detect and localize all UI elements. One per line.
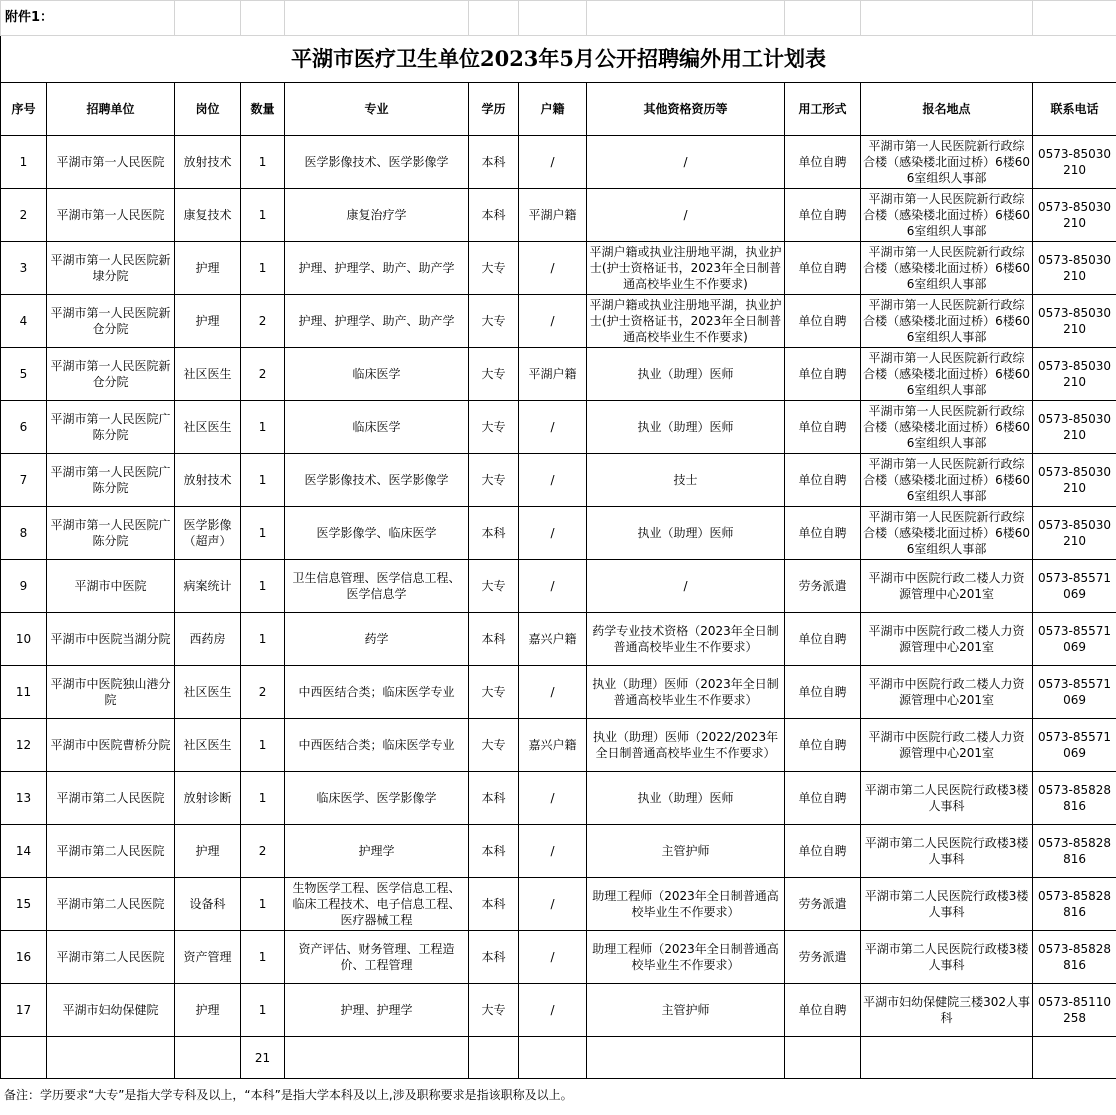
cell-index: 2 [1,189,47,242]
empty-cell [861,1037,1033,1079]
cell-household: / [519,825,587,878]
cell-location: 平湖市第一人民医院新行政综合楼（感染楼北面过桥）6楼606室组织人事部 [861,507,1033,560]
cell-position: 设备科 [175,878,241,931]
cell-index: 14 [1,825,47,878]
cell-household: / [519,242,587,295]
cell-qualification: / [587,136,785,189]
table-row [1,242,1116,295]
cell-phone: 0573-85030210 [1033,189,1116,242]
cell-employment: 劳务派遣 [785,560,861,613]
cell-household: 嘉兴户籍 [519,719,587,772]
cell-location: 平湖市中医院行政二楼人力资源管理中心201室 [861,560,1033,613]
cell-count: 1 [241,984,285,1037]
cell-household: / [519,931,587,984]
cell-position: 放射技术 [175,454,241,507]
cell-unit: 平湖市第一人民医院新仓分院 [47,295,175,348]
cell-count: 1 [241,719,285,772]
cell-phone: 0573-85030210 [1033,401,1116,454]
cell-education: 本科 [469,772,519,825]
cell-education: 本科 [469,878,519,931]
table-row [1,825,1116,878]
cell-position: 护理 [175,825,241,878]
header-major: 专业 [285,83,469,136]
cell-count: 1 [241,454,285,507]
empty-cell [175,1037,241,1079]
cell-location: 平湖市第一人民医院新行政综合楼（感染楼北面过桥）6楼606室组织人事部 [861,348,1033,401]
cell-location: 平湖市第一人民医院新行政综合楼（感染楼北面过桥）6楼606室组织人事部 [861,136,1033,189]
cell-employment: 单位自聘 [785,719,861,772]
cell-unit: 平湖市中医院 [47,560,175,613]
cell-position: 护理 [175,242,241,295]
cell-education: 大专 [469,560,519,613]
cell-household: / [519,878,587,931]
table-row [1,454,1116,507]
cell-phone: 0573-85571069 [1033,613,1116,666]
cell-unit: 平湖市第二人民医院 [47,878,175,931]
cell-education: 本科 [469,189,519,242]
cell-index: 11 [1,666,47,719]
cell-household: / [519,136,587,189]
cell-unit: 平湖市第一人民医院新埭分院 [47,242,175,295]
cell-employment: 单位自聘 [785,242,861,295]
cell-index: 7 [1,454,47,507]
cell-unit: 平湖市妇幼保健院 [47,984,175,1037]
table-row [1,772,1116,825]
cell-location: 平湖市第一人民医院新行政综合楼（感染楼北面过桥）6楼606室组织人事部 [861,401,1033,454]
cell-employment: 单位自聘 [785,136,861,189]
cell-major: 中西医结合类；临床医学专业 [285,719,469,772]
table-row [1,931,1116,984]
header-row [1,83,1116,136]
cell-location: 平湖市第二人民医院行政楼3楼人事科 [861,772,1033,825]
cell-major: 医学影像技术、医学影像学 [285,136,469,189]
table-row [1,295,1116,348]
table-row [1,348,1116,401]
cell-major: 资产评估、财务管理、工程造价、工程管理 [285,931,469,984]
cell-location: 平湖市第二人民医院行政楼3楼人事科 [861,825,1033,878]
empty-cell [241,1,285,36]
cell-household: / [519,401,587,454]
cell-major: 护理、护理学、助产、助产学 [285,295,469,348]
cell-major: 药学 [285,613,469,666]
cell-location: 平湖市中医院行政二楼人力资源管理中心201室 [861,719,1033,772]
empty-cell [587,1037,785,1079]
cell-count: 1 [241,560,285,613]
cell-employment: 单位自聘 [785,189,861,242]
cell-index: 4 [1,295,47,348]
cell-unit: 平湖市第一人民医院广陈分院 [47,401,175,454]
cell-major: 临床医学 [285,401,469,454]
cell-employment: 单位自聘 [785,772,861,825]
cell-qualification: 执业（助理）医师 [587,772,785,825]
header-index: 序号 [1,83,47,136]
cell-count: 2 [241,348,285,401]
empty-cell [519,1,587,36]
cell-employment: 劳务派遣 [785,878,861,931]
cell-count: 1 [241,401,285,454]
cell-location: 平湖市第一人民医院新行政综合楼（感染楼北面过桥）6楼606室组织人事部 [861,189,1033,242]
cell-household: 嘉兴户籍 [519,613,587,666]
cell-phone: 0573-85828816 [1033,772,1116,825]
empty-cell [285,1037,469,1079]
cell-location: 平湖市第一人民医院新行政综合楼（感染楼北面过桥）6楼606室组织人事部 [861,454,1033,507]
empty-cell [519,1037,587,1079]
cell-employment: 单位自聘 [785,348,861,401]
cell-qualification: 执业（助理）医师 [587,507,785,560]
table-row [1,507,1116,560]
cell-location: 平湖市第二人民医院行政楼3楼人事科 [861,931,1033,984]
cell-position: 护理 [175,984,241,1037]
cell-education: 本科 [469,507,519,560]
cell-position: 康复技术 [175,189,241,242]
cell-unit: 平湖市第一人民医院 [47,136,175,189]
cell-major: 护理、护理学 [285,984,469,1037]
cell-major: 护理学 [285,825,469,878]
empty-cell [47,1037,175,1079]
cell-position: 社区医生 [175,666,241,719]
cell-household: 平湖户籍 [519,189,587,242]
cell-household: / [519,772,587,825]
cell-qualification: 平湖户籍或执业注册地平湖，执业护士(护士资格证书，2023年全日制普通高校毕业生不作要求) [587,242,785,295]
empty-cell [1033,1,1116,36]
cell-location: 平湖市中医院行政二楼人力资源管理中心201室 [861,666,1033,719]
cell-unit: 平湖市第二人民医院 [47,825,175,878]
cell-phone: 0573-85828816 [1033,878,1116,931]
cell-major: 生物医学工程、医学信息工程、临床工程技术、电子信息工程、医疗器械工程 [285,878,469,931]
cell-count: 1 [241,507,285,560]
cell-qualification: 执业（助理）医师 [587,401,785,454]
cell-phone: 0573-85030210 [1033,242,1116,295]
cell-employment: 劳务派遣 [785,931,861,984]
cell-qualification: 药学专业技术资格（2023年全日制普通高校毕业生不作要求） [587,613,785,666]
cell-education: 大专 [469,666,519,719]
cell-count: 1 [241,772,285,825]
cell-education: 大专 [469,242,519,295]
cell-index: 17 [1,984,47,1037]
cell-index: 1 [1,136,47,189]
cell-education: 大专 [469,454,519,507]
attachment-row [1,1,1116,36]
cell-unit: 平湖市第二人民医院 [47,772,175,825]
cell-household: / [519,295,587,348]
cell-phone: 0573-85571069 [1033,719,1116,772]
cell-location: 平湖市妇幼保健院三楼302人事科 [861,984,1033,1037]
footnote: 备注：学历要求“大专”是指大学专科及以上，“本科”是指大学本科及以上,涉及职称要求是指该职称及以上。 [4,1088,573,1102]
table-row [1,984,1116,1037]
cell-count: 1 [241,189,285,242]
cell-position: 护理 [175,295,241,348]
header-employment: 用工形式 [785,83,861,136]
header-education: 学历 [469,83,519,136]
cell-qualification: 助理工程师（2023年全日制普通高校毕业生不作要求） [587,878,785,931]
cell-major: 临床医学 [285,348,469,401]
cell-phone: 0573-85030210 [1033,348,1116,401]
table-row [1,189,1116,242]
cell-education: 本科 [469,136,519,189]
cell-household: / [519,984,587,1037]
cell-major: 中西医结合类；临床医学专业 [285,666,469,719]
cell-education: 本科 [469,825,519,878]
cell-household: 平湖户籍 [519,348,587,401]
cell-major: 医学影像技术、医学影像学 [285,454,469,507]
cell-education: 本科 [469,931,519,984]
cell-unit: 平湖市第一人民医院 [47,189,175,242]
cell-employment: 单位自聘 [785,666,861,719]
cell-education: 大专 [469,984,519,1037]
cell-employment: 单位自聘 [785,825,861,878]
cell-index: 16 [1,931,47,984]
cell-qualification: 主管护师 [587,984,785,1037]
cell-position: 放射诊断 [175,772,241,825]
cell-location: 平湖市中医院行政二楼人力资源管理中心201室 [861,613,1033,666]
header-phone: 联系电话 [1033,83,1116,136]
cell-household: / [519,507,587,560]
cell-index: 9 [1,560,47,613]
empty-cell [1,1037,47,1079]
cell-major: 卫生信息管理、医学信息工程、医学信息学 [285,560,469,613]
cell-count: 1 [241,878,285,931]
cell-index: 6 [1,401,47,454]
header-location: 报名地点 [861,83,1033,136]
cell-phone: 0573-85828816 [1033,825,1116,878]
cell-position: 病案统计 [175,560,241,613]
cell-major: 医学影像学、临床医学 [285,507,469,560]
table-row [1,560,1116,613]
table-title: 平湖市医疗卫生单位2023年5月公开招聘编外用工计划表 [1,36,1116,83]
cell-index: 3 [1,242,47,295]
cell-education: 大专 [469,348,519,401]
cell-index: 5 [1,348,47,401]
cell-employment: 单位自聘 [785,401,861,454]
cell-employment: 单位自聘 [785,613,861,666]
cell-qualification: 执业（助理）医师 [587,348,785,401]
cell-education: 大专 [469,295,519,348]
header-household: 户籍 [519,83,587,136]
total-row [1,1037,1116,1079]
cell-qualification: / [587,560,785,613]
cell-count: 1 [241,242,285,295]
table-row [1,666,1116,719]
cell-count: 1 [241,613,285,666]
cell-count: 1 [241,136,285,189]
cell-employment: 单位自聘 [785,295,861,348]
cell-phone: 0573-85571069 [1033,666,1116,719]
cell-household: / [519,560,587,613]
cell-location: 平湖市第一人民医院新行政综合楼（感染楼北面过桥）6楼606室组织人事部 [861,242,1033,295]
cell-qualification: 技士 [587,454,785,507]
cell-index: 13 [1,772,47,825]
cell-qualification: 执业（助理）医师（2022/2023年全日制普通高校毕业生不作要求） [587,719,785,772]
empty-cell [587,1,785,36]
cell-unit: 平湖市中医院当湖分院 [47,613,175,666]
cell-index: 15 [1,878,47,931]
cell-unit: 平湖市第一人民医院新仓分院 [47,348,175,401]
cell-unit: 平湖市第一人民医院广陈分院 [47,454,175,507]
cell-unit: 平湖市第一人民医院广陈分院 [47,507,175,560]
cell-household: / [519,454,587,507]
cell-major: 临床医学、医学影像学 [285,772,469,825]
cell-unit: 平湖市中医院曹桥分院 [47,719,175,772]
cell-position: 西药房 [175,613,241,666]
cell-household: / [519,666,587,719]
cell-count: 2 [241,666,285,719]
cell-qualification: 平湖户籍或执业注册地平湖，执业护士(护士资格证书，2023年全日制普通高校毕业生不作要求) [587,295,785,348]
header-qualification: 其他资格资历等 [587,83,785,136]
cell-major: 康复治疗学 [285,189,469,242]
table-row [1,401,1116,454]
cell-employment: 单位自聘 [785,454,861,507]
empty-cell [285,1,469,36]
cell-phone: 0573-85030210 [1033,295,1116,348]
cell-phone: 0573-85571069 [1033,560,1116,613]
header-count: 数量 [241,83,285,136]
cell-qualification: 助理工程师（2023年全日制普通高校毕业生不作要求） [587,931,785,984]
cell-position: 社区医生 [175,719,241,772]
header-position: 岗位 [175,83,241,136]
cell-phone: 0573-85110258 [1033,984,1116,1037]
table-row [1,613,1116,666]
cell-unit: 平湖市第二人民医院 [47,931,175,984]
cell-education: 大专 [469,401,519,454]
cell-phone: 0573-85030210 [1033,454,1116,507]
cell-qualification: 执业（助理）医师（2023年全日制普通高校毕业生不作要求） [587,666,785,719]
empty-cell [785,1,861,36]
cell-phone: 0573-85030210 [1033,507,1116,560]
cell-position: 医学影像（超声） [175,507,241,560]
cell-education: 大专 [469,719,519,772]
cell-employment: 单位自聘 [785,507,861,560]
empty-cell [785,1037,861,1079]
table-row [1,136,1116,189]
cell-qualification: 主管护师 [587,825,785,878]
cell-count: 1 [241,931,285,984]
cell-position: 资产管理 [175,931,241,984]
cell-index: 8 [1,507,47,560]
cell-major: 护理、护理学、助产、助产学 [285,242,469,295]
title-row [1,36,1116,83]
cell-count: 2 [241,295,285,348]
empty-cell [175,1,241,36]
empty-cell [1033,1037,1116,1079]
total-count: 21 [241,1037,285,1079]
cell-position: 放射技术 [175,136,241,189]
cell-index: 10 [1,613,47,666]
cell-count: 2 [241,825,285,878]
table-row [1,878,1116,931]
cell-unit: 平湖市中医院独山港分院 [47,666,175,719]
attachment-label: 附件1： [1,1,175,36]
cell-qualification: / [587,189,785,242]
table-row [1,719,1116,772]
cell-position: 社区医生 [175,401,241,454]
cell-location: 平湖市第一人民医院新行政综合楼（感染楼北面过桥）6楼606室组织人事部 [861,295,1033,348]
empty-cell [861,1,1033,36]
cell-position: 社区医生 [175,348,241,401]
header-unit: 招聘单位 [47,83,175,136]
empty-cell [469,1037,519,1079]
cell-employment: 单位自聘 [785,984,861,1037]
cell-phone: 0573-85828816 [1033,931,1116,984]
cell-education: 本科 [469,613,519,666]
empty-cell [469,1,519,36]
cell-location: 平湖市第二人民医院行政楼3楼人事科 [861,878,1033,931]
cell-phone: 0573-85030210 [1033,136,1116,189]
cell-index: 12 [1,719,47,772]
